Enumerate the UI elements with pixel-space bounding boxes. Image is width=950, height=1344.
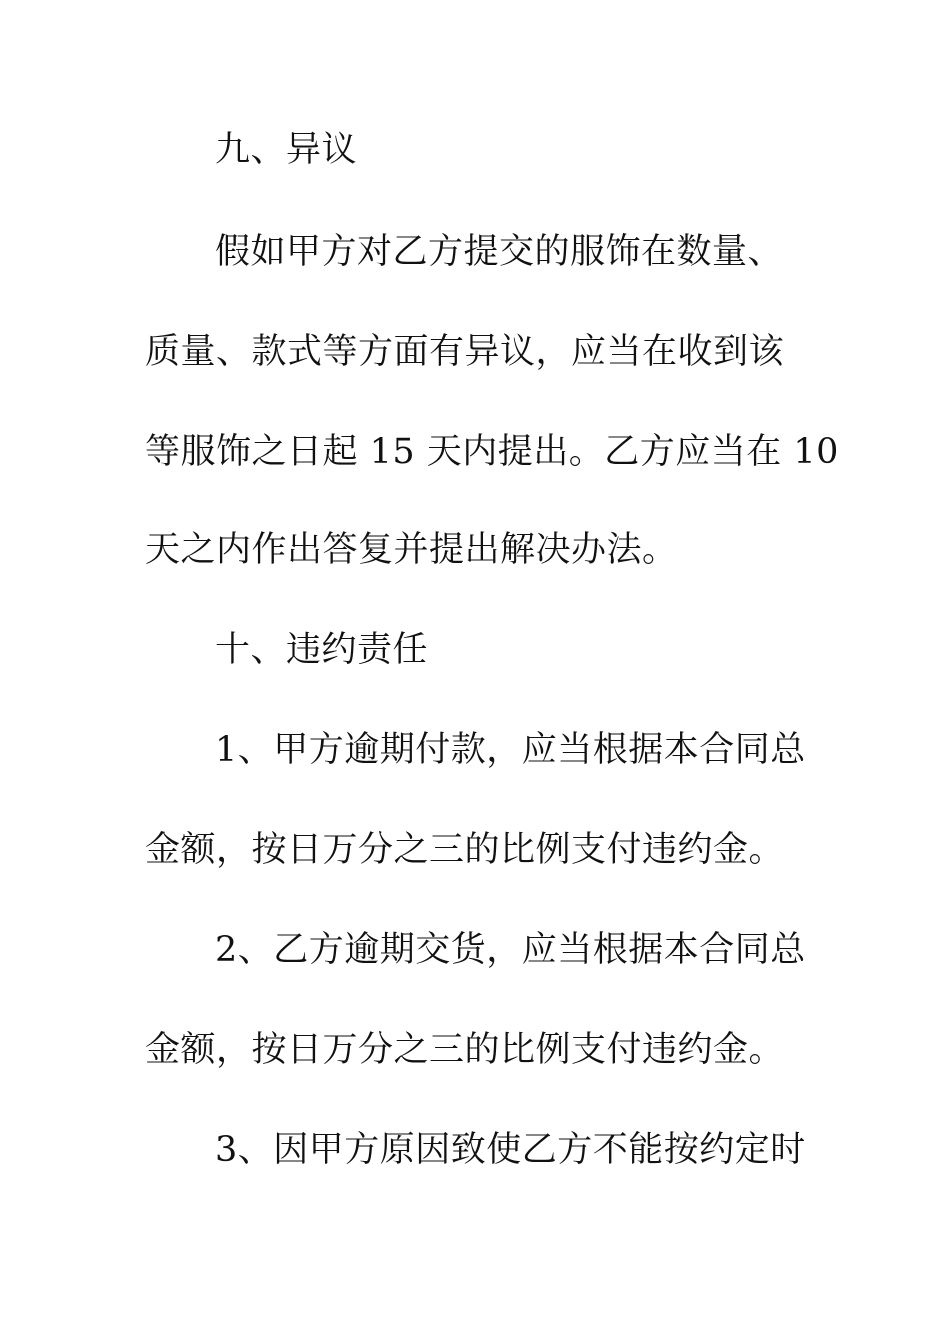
paragraph-line: 等服饰之日起 15 天内提出。乙方应当在 10 — [145, 432, 839, 472]
paragraph-line: 质量、款式等方面有异议，应当在收到该 — [145, 332, 785, 372]
clause-item-2-line: 2、乙方逾期交货，应当根据本合同总 — [215, 930, 806, 970]
clause-item-1-line: 金额，按日万分之三的比例支付违约金。 — [145, 830, 785, 870]
clause-item-3-line: 3、因甲方原因致使乙方不能按约定时 — [215, 1130, 806, 1170]
section-nine-heading: 九、异议 — [215, 130, 358, 170]
paragraph-line: 假如甲方对乙方提交的服饰在数量、 — [215, 232, 784, 272]
clause-item-2-line: 金额，按日万分之三的比例支付违约金。 — [145, 1030, 785, 1070]
paragraph-line: 天之内作出答复并提出解决办法。 — [145, 530, 678, 570]
section-ten-heading: 十、违约责任 — [215, 630, 429, 670]
clause-item-1-line: 1、甲方逾期付款，应当根据本合同总 — [215, 730, 806, 770]
